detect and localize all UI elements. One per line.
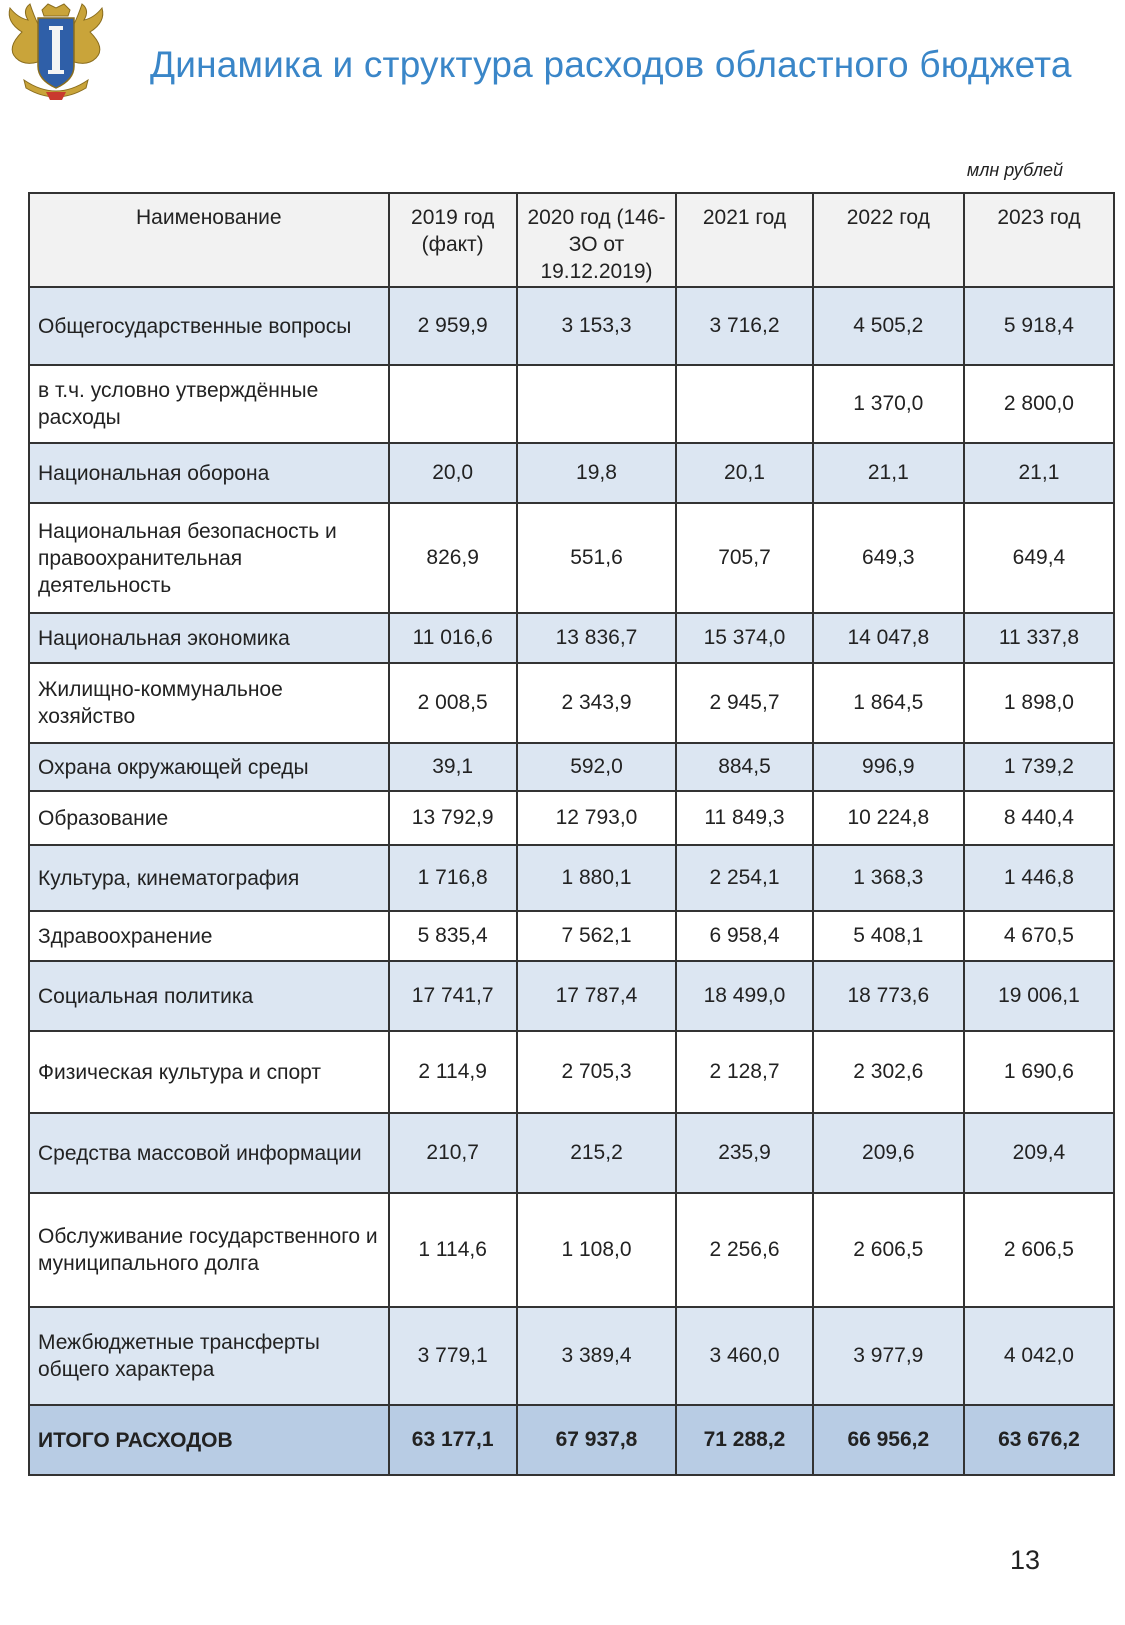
row-label: Национальная экономика — [29, 613, 389, 663]
column-header-2020: 2020 год (146-ЗО от 19.12.2019) — [517, 193, 676, 287]
cell-value: 19 006,1 — [964, 961, 1114, 1031]
budget-table — [28, 192, 1115, 1476]
table-row — [29, 743, 1114, 791]
table-row — [29, 1307, 1114, 1405]
page-title: Динамика и структура расходов областного бюджета — [150, 44, 1072, 85]
table-row — [29, 845, 1114, 911]
cell-value: 6 958,4 — [676, 911, 813, 961]
cell-value: 826,9 — [389, 503, 517, 613]
cell-value: 649,3 — [813, 503, 964, 613]
cell-value: 1 114,6 — [389, 1193, 517, 1307]
row-label: Средства массовой информации — [29, 1113, 389, 1193]
cell-value: 551,6 — [517, 503, 676, 613]
cell-value: 11 849,3 — [676, 791, 813, 845]
cell-value: 2 606,5 — [964, 1193, 1114, 1307]
row-label: Национальная безопасность и правоохранительная деятельность — [29, 503, 389, 613]
cell-value: 1 864,5 — [813, 663, 964, 743]
cell-value: 20,0 — [389, 443, 517, 503]
table-row — [29, 911, 1114, 961]
cell-value: 1 446,8 — [964, 845, 1114, 911]
cell-value: 705,7 — [676, 503, 813, 613]
table-row — [29, 503, 1114, 613]
row-label: Межбюджетные трансферты общего характера — [29, 1307, 389, 1405]
cell-value: 592,0 — [517, 743, 676, 791]
column-header-2023: 2023 год — [964, 193, 1114, 287]
cell-value: 235,9 — [676, 1113, 813, 1193]
table-row — [29, 961, 1114, 1031]
cell-value: 3 153,3 — [517, 287, 676, 365]
cell-value: 2 128,7 — [676, 1031, 813, 1113]
units-label: млн рублей — [966, 160, 1063, 180]
row-label: в т.ч. условно утверждённые расходы — [29, 365, 389, 443]
total-value: 63 177,1 — [389, 1405, 517, 1475]
cell-value: 2 256,6 — [676, 1193, 813, 1307]
table-row — [29, 1113, 1114, 1193]
cell-value: 2 008,5 — [389, 663, 517, 743]
table-row — [29, 663, 1114, 743]
cell-value: 1 690,6 — [964, 1031, 1114, 1113]
cell-value: 21,1 — [964, 443, 1114, 503]
cell-value — [676, 365, 813, 443]
cell-value: 884,5 — [676, 743, 813, 791]
cell-value: 13 836,7 — [517, 613, 676, 663]
total-value: 71 288,2 — [676, 1405, 813, 1475]
cell-value: 5 408,1 — [813, 911, 964, 961]
cell-value: 3 977,9 — [813, 1307, 964, 1405]
row-label: Культура, кинематография — [29, 845, 389, 911]
cell-value: 20,1 — [676, 443, 813, 503]
cell-value: 1 368,3 — [813, 845, 964, 911]
cell-value: 2 705,3 — [517, 1031, 676, 1113]
row-label: Национальная оборона — [29, 443, 389, 503]
cell-value: 1 108,0 — [517, 1193, 676, 1307]
column-header-2021: 2021 год — [676, 193, 813, 287]
table-header-row — [29, 193, 1114, 287]
table-row — [29, 1193, 1114, 1307]
cell-value: 13 792,9 — [389, 791, 517, 845]
table-row — [29, 791, 1114, 845]
cell-value: 4 505,2 — [813, 287, 964, 365]
cell-value: 209,4 — [964, 1113, 1114, 1193]
row-label: Жилищно-коммунальное хозяйство — [29, 663, 389, 743]
cell-value: 2 606,5 — [813, 1193, 964, 1307]
row-label: Обслуживание государственного и муниципального долга — [29, 1193, 389, 1307]
row-label: Охрана окружающей среды — [29, 743, 389, 791]
cell-value: 21,1 — [813, 443, 964, 503]
page-number: 13 — [1010, 1545, 1041, 1575]
coat-of-arms-emblem — [2, 2, 110, 106]
cell-value: 2 800,0 — [964, 365, 1114, 443]
cell-value: 39,1 — [389, 743, 517, 791]
cell-value: 2 945,7 — [676, 663, 813, 743]
cell-value: 5 835,4 — [389, 911, 517, 961]
cell-value: 2 959,9 — [389, 287, 517, 365]
cell-value: 12 793,0 — [517, 791, 676, 845]
cell-value: 11 016,6 — [389, 613, 517, 663]
cell-value — [517, 365, 676, 443]
row-label: Образование — [29, 791, 389, 845]
cell-value: 1 716,8 — [389, 845, 517, 911]
cell-value: 2 254,1 — [676, 845, 813, 911]
row-label: Здравоохранение — [29, 911, 389, 961]
cell-value: 3 716,2 — [676, 287, 813, 365]
cell-value: 17 787,4 — [517, 961, 676, 1031]
cell-value — [389, 365, 517, 443]
cell-value: 5 918,4 — [964, 287, 1114, 365]
cell-value: 1 370,0 — [813, 365, 964, 443]
cell-value: 215,2 — [517, 1113, 676, 1193]
cell-value: 649,4 — [964, 503, 1114, 613]
cell-value: 18 499,0 — [676, 961, 813, 1031]
total-value: 66 956,2 — [813, 1405, 964, 1475]
column-header-2022: 2022 год — [813, 193, 964, 287]
cell-value: 15 374,0 — [676, 613, 813, 663]
cell-value: 1 880,1 — [517, 845, 676, 911]
cell-value: 3 779,1 — [389, 1307, 517, 1405]
column-header-2019: 2019 год (факт) — [389, 193, 517, 287]
cell-value: 3 389,4 — [517, 1307, 676, 1405]
table-row — [29, 287, 1114, 365]
cell-value: 8 440,4 — [964, 791, 1114, 845]
total-value: 67 937,8 — [517, 1405, 676, 1475]
cell-value: 19,8 — [517, 443, 676, 503]
table-row — [29, 613, 1114, 663]
table-row — [29, 443, 1114, 503]
row-label: Социальная политика — [29, 961, 389, 1031]
column-header-name: Наименование — [29, 193, 389, 287]
cell-value: 210,7 — [389, 1113, 517, 1193]
cell-value: 2 302,6 — [813, 1031, 964, 1113]
cell-value: 4 042,0 — [964, 1307, 1114, 1405]
cell-value: 996,9 — [813, 743, 964, 791]
cell-value: 1 739,2 — [964, 743, 1114, 791]
total-label: ИТОГО РАСХОДОВ — [29, 1405, 389, 1475]
cell-value: 1 898,0 — [964, 663, 1114, 743]
table-row — [29, 365, 1114, 443]
cell-value: 11 337,8 — [964, 613, 1114, 663]
row-label: Общегосударственные вопросы — [29, 287, 389, 365]
cell-value: 2 343,9 — [517, 663, 676, 743]
table-total-row — [29, 1405, 1114, 1475]
row-label: Физическая культура и спорт — [29, 1031, 389, 1113]
cell-value: 3 460,0 — [676, 1307, 813, 1405]
cell-value: 17 741,7 — [389, 961, 517, 1031]
cell-value: 10 224,8 — [813, 791, 964, 845]
table-row — [29, 1031, 1114, 1113]
cell-value: 4 670,5 — [964, 911, 1114, 961]
cell-value: 2 114,9 — [389, 1031, 517, 1113]
total-value: 63 676,2 — [964, 1405, 1114, 1475]
cell-value: 14 047,8 — [813, 613, 964, 663]
cell-value: 209,6 — [813, 1113, 964, 1193]
cell-value: 18 773,6 — [813, 961, 964, 1031]
cell-value: 7 562,1 — [517, 911, 676, 961]
